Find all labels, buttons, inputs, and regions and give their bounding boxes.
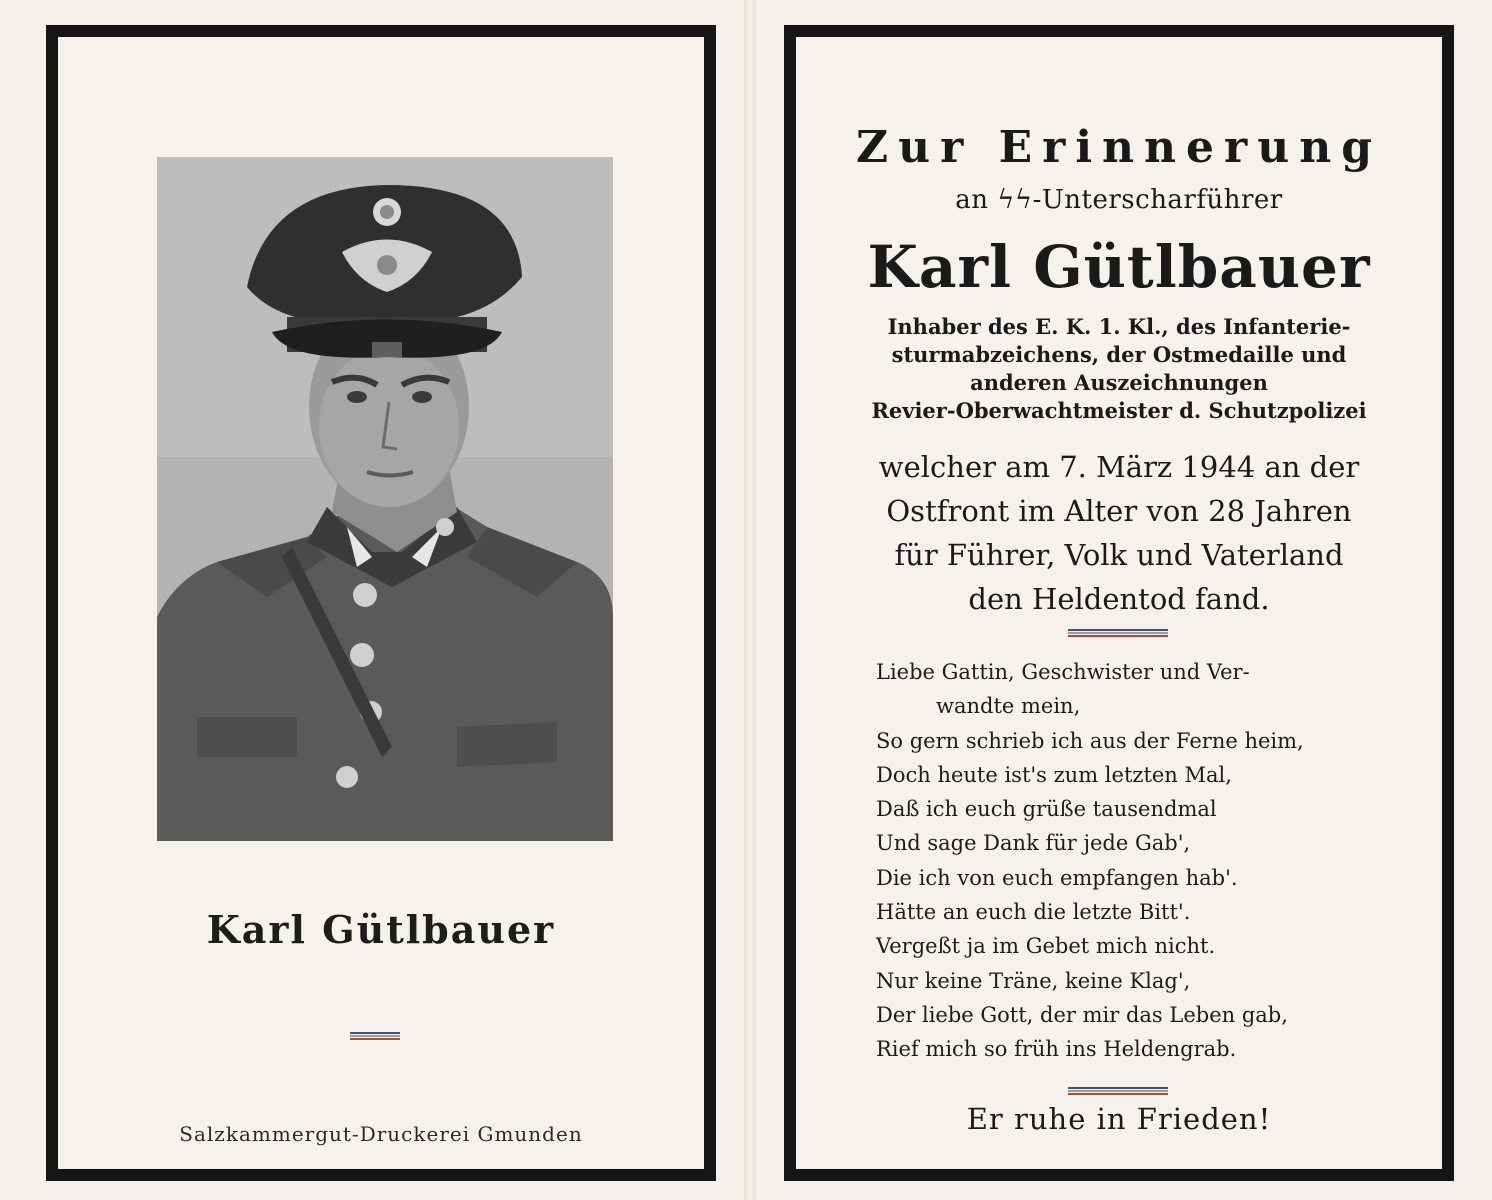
memorial-title: Zur Erinnerung <box>856 122 1382 173</box>
death-line: für Führer, Volk und Vaterland <box>894 538 1344 572</box>
honors-line: Inhaber des E. K. 1. Kl., des Infanterie- <box>887 314 1351 339</box>
death-line: den Heldentod fand. <box>968 582 1270 616</box>
portrait-illustration <box>157 157 613 841</box>
deceased-name: Karl Gütlbauer <box>867 233 1371 301</box>
poem-line: Liebe Gattin, Geschwister und Ver- <box>876 660 1250 684</box>
poem-line: Doch heute ist's zum letzten Mal, <box>876 762 1232 787</box>
poem-line: wandte mein, <box>936 694 1081 719</box>
left-mourning-border <box>46 25 716 1181</box>
memorial-poem <box>876 655 1396 1067</box>
poem-line: Rief mich so früh ins Heldengrab. <box>876 1037 1237 1062</box>
death-line: welcher am 7. März 1944 an der <box>878 450 1360 484</box>
poem-line: So gern schrieb ich aus der Ferne heim, <box>876 728 1304 753</box>
left-card-name: Karl Gütlbauer <box>206 907 556 952</box>
poem-line: Vergeßt ja im Gebet mich nicht. <box>876 934 1216 959</box>
poem-line: Nur keine Träne, keine Klag', <box>876 968 1191 993</box>
ornamental-divider <box>350 1032 400 1040</box>
poem-line: Und sage Dank für jede Gab', <box>876 831 1191 856</box>
death-line: Ostfront im Alter von 28 Jahren <box>886 494 1352 528</box>
portrait-photo <box>157 157 613 841</box>
card-fold <box>744 0 756 1200</box>
rank-line: an ϟϟ-Unterscharführer <box>955 185 1283 215</box>
honors-line: anderen Auszeichnungen <box>970 370 1268 395</box>
honors-block <box>796 313 1442 425</box>
honors-line: Revier-Oberwachtmeister d. Schutzpolizei <box>871 398 1367 423</box>
poem-line: Der liebe Gott, der mir das Leben gab, <box>876 1002 1288 1027</box>
poem-line: Die ich von euch empfangen hab'. <box>876 865 1238 890</box>
right-mourning-border <box>784 25 1454 1181</box>
closing-blessing: Er ruhe in Frieden! <box>966 1102 1272 1136</box>
printer-credit: Salzkammergut-Druckerei Gmunden <box>179 1122 583 1146</box>
honors-line: sturmabzeichens, der Ostmedaille und <box>891 342 1347 367</box>
poem-line: Daß ich euch grüße tausendmal <box>876 797 1217 822</box>
poem-line: Hätte an euch die letzte Bitt'. <box>876 900 1191 925</box>
ornamental-divider <box>1068 629 1168 637</box>
ornamental-divider <box>1068 1087 1168 1095</box>
death-notice <box>796 445 1442 621</box>
